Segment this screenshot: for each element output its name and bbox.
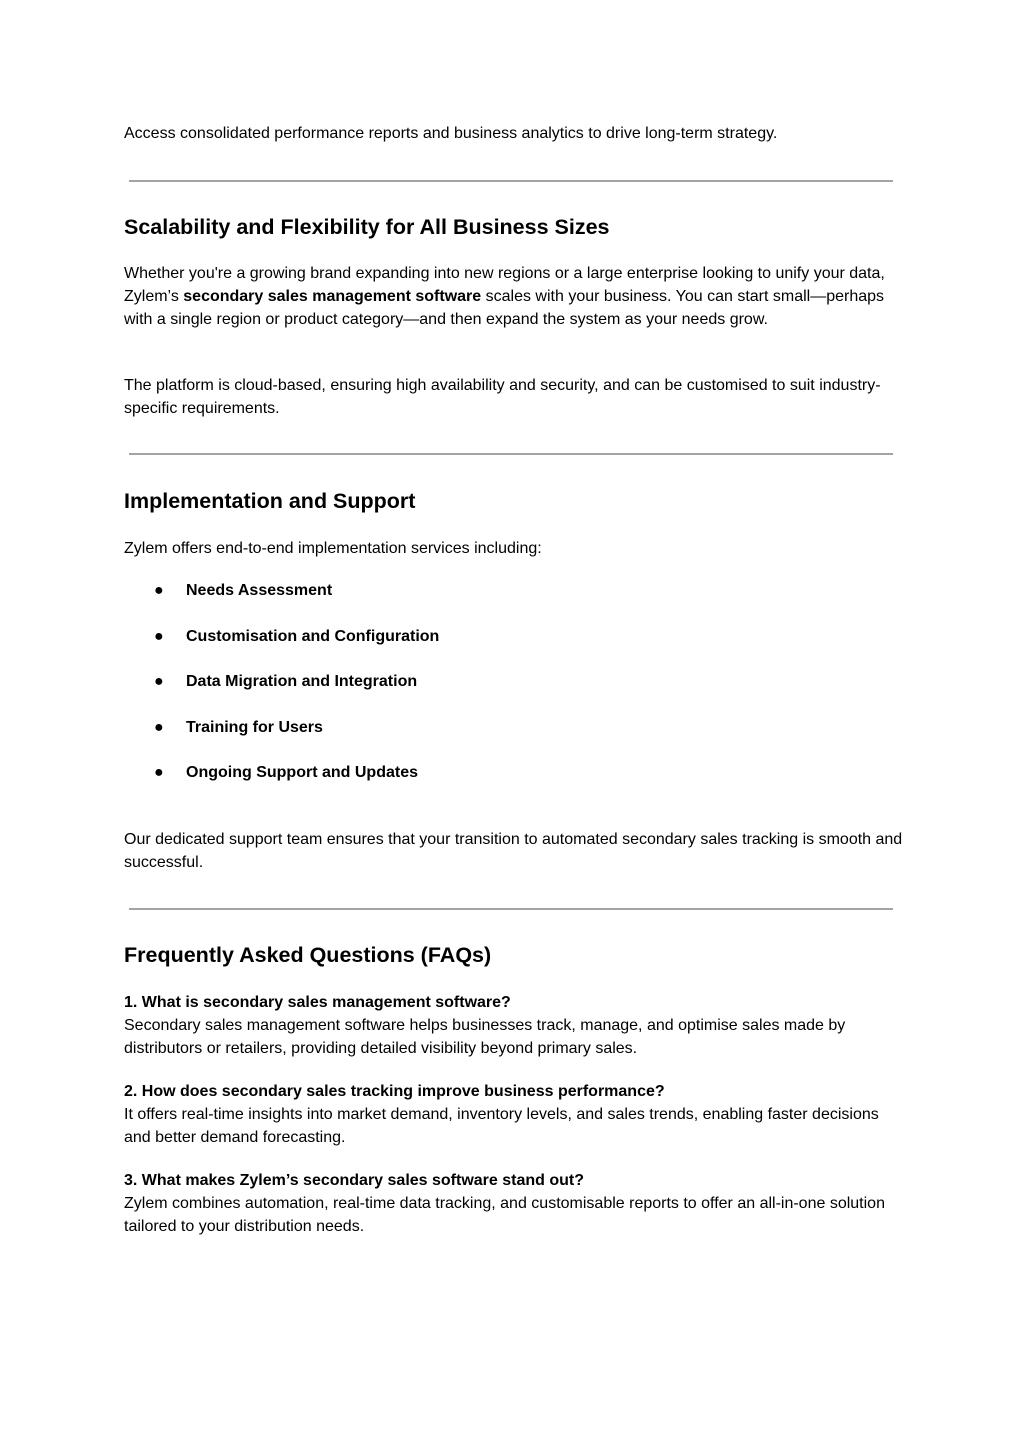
implementation-intro: Zylem offers end-to-end implementation services including:	[124, 540, 542, 557]
intro-paragraph: Access consolidated performance reports and business analytics to drive long-term strategy.	[124, 125, 778, 142]
faq-item	[124, 1080, 904, 1149]
faq-question: 1. What is secondary sales management software?	[124, 994, 511, 1011]
scalability-bold-phrase: secondary sales management software	[183, 288, 482, 305]
section-divider	[129, 453, 893, 455]
scalability-heading: Scalability and Flexibility for All Business Sizes	[124, 215, 610, 239]
faq-answer: Zylem combines automation, real-time data tracking, and customisable reports to offer an all-in-one solution tailored to your distribution needs.	[124, 1195, 885, 1235]
list-item-label: Training for Users	[186, 718, 323, 736]
faq-item	[124, 1169, 904, 1238]
faq-answer: It offers real-time insights into market demand, inventory levels, and sales trends, enabling faster decisions and better demand forecasting.	[124, 1106, 879, 1146]
scalability-text-start: Whether you're a growing brand expanding into new regions or a large enterprise looking to unify your data, Zylem’s	[124, 265, 885, 305]
faqs-heading: Frequently Asked Questions (FAQs)	[124, 943, 492, 967]
scalability-text-end: scales with your business. You can start small—perhaps with a single region or product category—and then expand the system as your needs grow.	[124, 288, 885, 328]
faq-question: 3. What makes Zylem’s secondary sales software stand out?	[124, 1172, 585, 1189]
implementation-heading: Implementation and Support	[124, 489, 416, 513]
scalability-paragraph-1	[124, 262, 904, 331]
bullet-icon: ●	[154, 582, 164, 599]
bullet-icon: ●	[154, 718, 164, 736]
list-item-label: Needs Assessment	[186, 582, 333, 599]
list-item-label: Data Migration and Integration	[186, 673, 418, 690]
faq-answer: Secondary sales management software helps businesses track, manage, and optimise sales made by distributors or retailers, providing detailed visibility beyond primary sales.	[124, 1017, 846, 1057]
section-divider	[129, 908, 893, 910]
bullet-icon: ●	[154, 627, 164, 645]
faq-item	[124, 991, 904, 1060]
implementation-closing: Our dedicated support team ensures that your transition to automated secondary sales tracking is smooth and successful.	[124, 831, 903, 871]
list-item-label: Ongoing Support and Updates	[186, 764, 418, 781]
bullet-icon: ●	[154, 764, 164, 781]
bullet-icon: ●	[154, 673, 164, 690]
list-item-label: Customisation and Configuration	[186, 627, 440, 645]
scalability-paragraph-2: The platform is cloud-based, ensuring high availability and security, and can be customised to suit industry-specific requirements.	[124, 377, 881, 417]
faq-question: 2. How does secondary sales tracking improve business performance?	[124, 1083, 665, 1100]
section-divider	[129, 180, 893, 182]
